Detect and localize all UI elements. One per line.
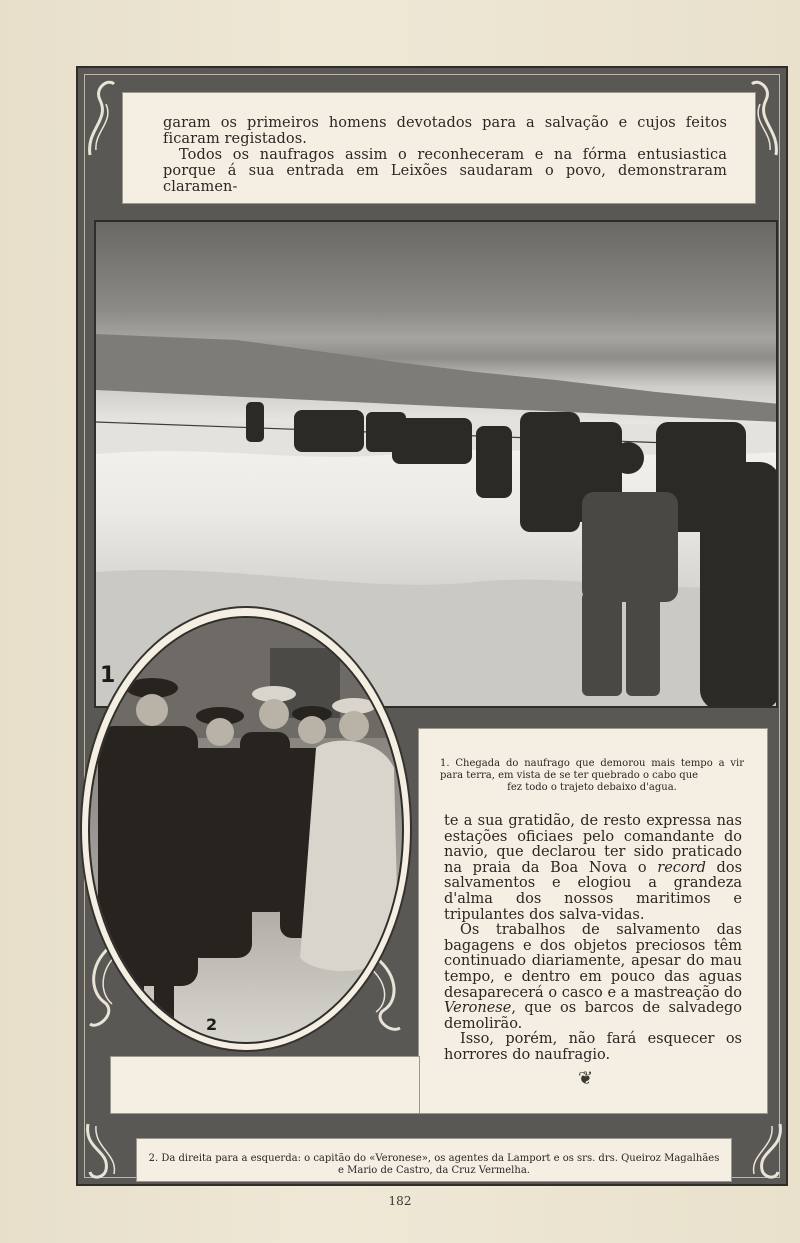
body-paragraph-2 [444,923,742,1032]
photo-2-caption-box [136,1138,732,1182]
photo-1-caption [440,758,744,794]
body-p1-text: te a sua gratidão, de resto expressa nas estações oficiaes pelo comandante do navio, que declarou ter sido praticado na praia da Boa Nova o [444,813,742,876]
photo-2-caption-line-1: 2. Da direita para a esquerda: o capitão do «Veronese», os agentes da Lamport e os srs. drs. Queiroz Magalhães [148,1153,720,1164]
top-text-box [122,92,756,204]
body-paragraph-3: Isso, porém, não fará esquecer os horrores do naufragio. [444,1031,742,1063]
corner-ornament-bottom-right-icon [738,1120,788,1184]
photo-1-number: 1 [100,663,116,688]
corner-ornament-bottom-left-icon [80,1120,130,1184]
body-p1-italic: record [657,859,706,876]
photo-group-portrait [88,616,404,1044]
photo-2-caption-line-2: e Mario de Castro, da Cruz Vermelha. [338,1165,530,1176]
body-p1-text-end: dos salvamentos e elogiou a grandeza d'alma dos nossos maritimos e tripulantes dos salva-vidas. [444,859,743,923]
article-body [444,814,742,1064]
body-p2-text: Os trabalhos de salvamento das bagagens e dos objetos preciosos têm continuado diariamente, apesar do mau tempo, e dentro em pouco das aguas desaparecerá o casco e a mastreação do [444,922,742,1001]
photo-1-caption-text: 1. Chegada do naufrago que demorou mais tempo a vir para terra, em vista de se ter quebrado o cabo que [440,758,744,781]
body-p2-text-end: , que os barcos de salvadego demolirão. [444,1000,742,1032]
group-portrait-illustration [90,618,404,1044]
top-paragraph-1: garam os primeiros homens devotados para a salvação e cujos feitos ficaram registados. [163,115,727,147]
body-paragraph-1 [444,814,742,923]
leaf-ornament-icon: ❦ [578,1068,594,1089]
photo-1-caption-last-line: fez todo o trajeto debaixo d'agua. [507,782,677,793]
body-p2-italic: Veronese [444,1000,512,1017]
top-paragraph-2: Todos os naufragos assim o reconheceram e na fórma entusiastica porque á sua entrada em Leixões saudaram o povo, demonstraram claramen- [163,147,727,195]
photo-2-number: 2 [206,1015,218,1034]
bottom-left-strip [110,1056,420,1114]
corner-ornament-top-left-icon [80,70,120,160]
page-number: 182 [388,1194,412,1208]
